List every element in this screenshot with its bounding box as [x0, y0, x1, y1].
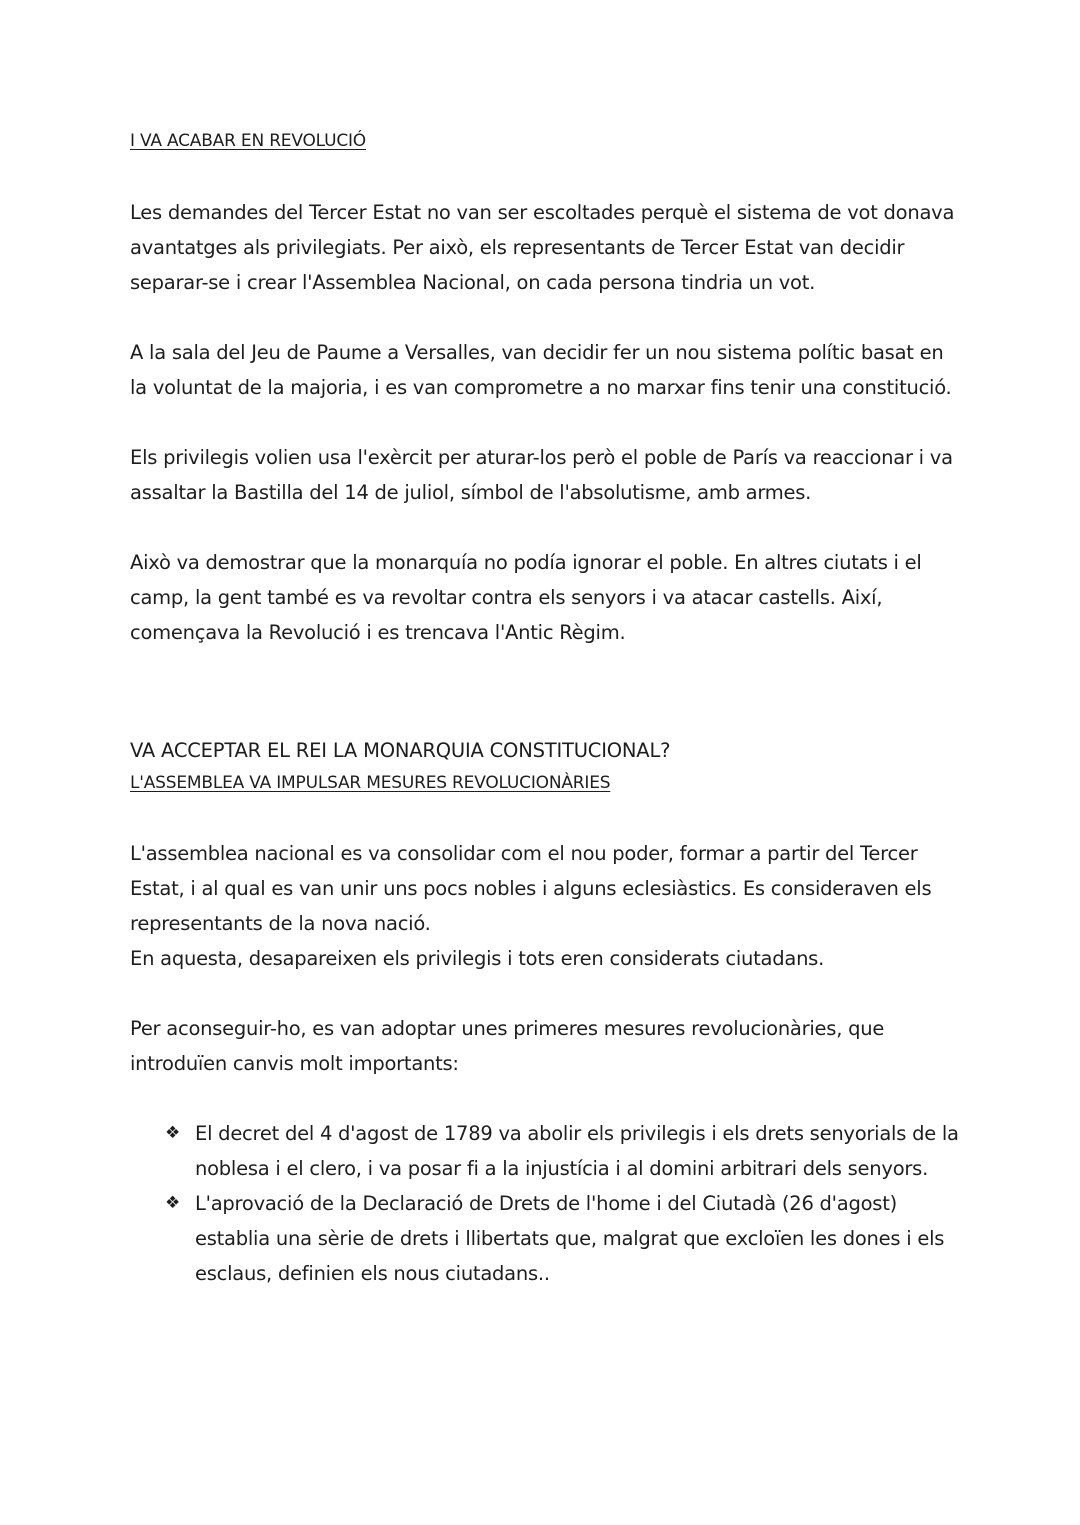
list-item-text: El decret del 4 d'agost de 1789 va abolir els privilegis i els drets senyorials de la noblesa i el clero, i va posar fi a la injustícia i al domini arbitrari dels senyors.: [195, 1122, 959, 1180]
paragraph-mesures: Per aconseguir-ho, es van adoptar unes primeres mesures revolucionàries, que introduïen canvis molt importants:: [130, 1017, 885, 1075]
paragraph-antic-regim: Això va demostrar que la monarquía no podía ignorar el poble. En altres ciutats i el camp, la gent també es va revoltar contra els senyors i va atacar castells. Així, començava la Revolució i es trencava l'Antic Règim.: [130, 551, 922, 644]
paragraph-bastilla: Els privilegis volien usa l'exèrcit per aturar-los però el poble de París va reaccionar i va assaltar la Bastilla del 14 de juliol, símbol de l'absolutisme, amb armes.: [130, 446, 953, 504]
section-heading-revolucio: I VA ACABAR EN REVOLUCIÓ: [130, 131, 366, 151]
list-item: [165, 1186, 960, 1291]
diamond-bullet-icon: ❖: [165, 1193, 180, 1213]
diamond-bullet-icon: ❖: [165, 1123, 180, 1143]
paragraph-assemblea-nacional: L'assemblea nacional es va consolidar com el nou poder, formar a partir del Tercer Estat, i al qual es van unir uns pocs nobles i alguns eclesiàstics. Es consideraven els representants de la nova nació.: [130, 842, 932, 935]
section-title-monarquia: VA ACCEPTAR EL REI LA MONARQUIA CONSTITUCIONAL?: [130, 739, 671, 762]
paragraph-jeu-de-paume: A la sala del Jeu de Paume a Versalles, van decidir fer un nou sistema polític basat en la voluntat de la majoria, i es van comprometre a no marxar fins tenir una constitució.: [130, 341, 952, 399]
paragraph-tercer-estat: Les demandes del Tercer Estat no van ser escoltades perquè el sistema de vot donava avantatges als privilegiats. Per això, els representants de Tercer Estat van decidir separar-se i crear l'Assemblea Nacional, on cada persona tindria un vot.: [130, 201, 955, 294]
list-item: [165, 1116, 960, 1186]
paragraph-ciutadans: En aquesta, desapareixen els privilegis i tots eren considerats ciutadans.: [130, 947, 825, 970]
measures-list: [130, 1116, 960, 1291]
list-item-text: L'aprovació de la Declaració de Drets de l'home i del Ciutadà (26 d'agost) establia una sèrie de drets i llibertats que, malgrat que excloïen les dones i els esclaus, definien els nous ciutadans..: [195, 1192, 945, 1285]
section-subtitle-assemblea: L'ASSEMBLEA VA IMPULSAR MESURES REVOLUCIONÀRIES: [130, 773, 611, 793]
document-page: [130, 128, 960, 1291]
